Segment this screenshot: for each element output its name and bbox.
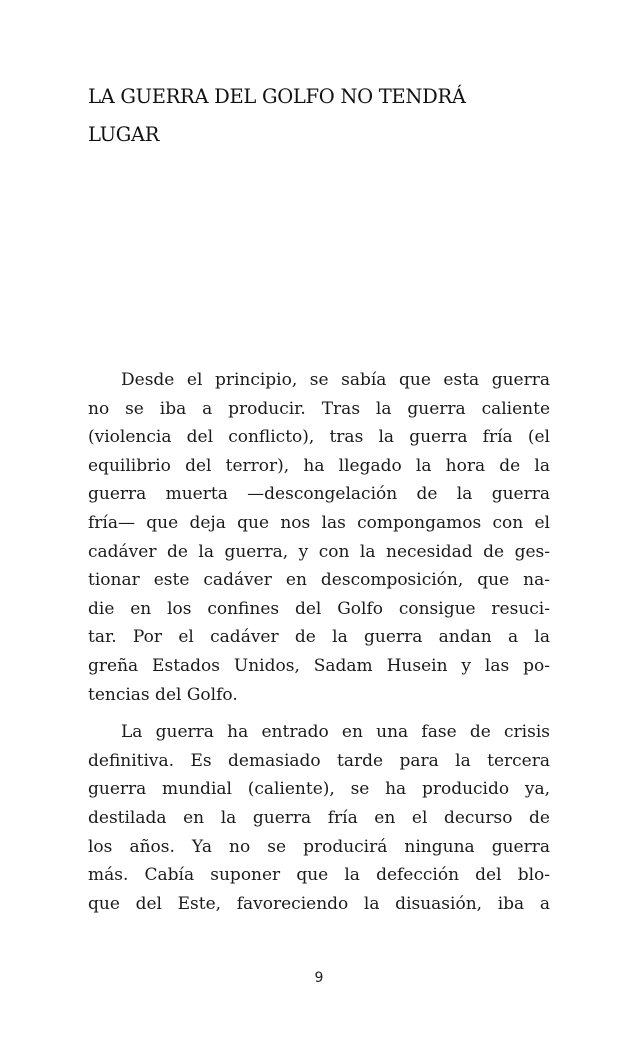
text-line: La guerra ha entrado en una fase de crisis xyxy=(121,722,550,743)
page-number: 9 xyxy=(314,970,324,986)
text-line: equilibrio del terror), ha llegado la hora de la xyxy=(88,455,550,476)
text-line: que del Este, favoreciendo la disuasión, iba a xyxy=(88,893,550,914)
text-line: Desde el principio, se sabía que esta guerra xyxy=(121,370,550,390)
text-line: (violencia del conflicto), tras la guerra fría (el xyxy=(88,427,550,448)
text-line: tencias del Golfo. xyxy=(88,684,238,705)
chapter-title-line: LUGAR xyxy=(88,123,160,146)
text-line: definitiva. Es demasiado tarde para la tercera xyxy=(88,750,550,771)
text-line: más. Cabía suponer que la defección del blo- xyxy=(88,865,550,886)
text-line: no se iba a producir. Tras la guerra caliente xyxy=(88,398,550,419)
chapter-title-line: LA GUERRA DEL GOLFO NO TENDRÁ xyxy=(88,85,466,108)
text-line: cadáver de la guerra, y con la necesidad de ges- xyxy=(88,541,550,562)
text-line: destilada en la guerra fría en el decurso de xyxy=(88,807,550,828)
chapter-title xyxy=(88,78,558,154)
text-line: tionar este cadáver en descomposición, que na- xyxy=(88,570,550,591)
text-line: guerra muerta —descongelación de la guerra xyxy=(88,484,550,505)
text-line: guerra mundial (caliente), se ha producido ya, xyxy=(88,779,550,800)
text-line: greña Estados Unidos, Sadam Husein y las po- xyxy=(88,655,550,676)
text-line: fría— que deja que nos las compongamos con el xyxy=(88,512,550,533)
paragraph xyxy=(88,718,550,918)
body-text xyxy=(88,366,550,918)
text-line: los años. Ya no se producirá ninguna guerra xyxy=(88,836,550,857)
text-line: die en los confines del Golfo consigue resuci- xyxy=(88,598,550,619)
text-line: tar. Por el cadáver de la guerra andan a la xyxy=(88,627,550,648)
paragraph xyxy=(88,366,550,709)
